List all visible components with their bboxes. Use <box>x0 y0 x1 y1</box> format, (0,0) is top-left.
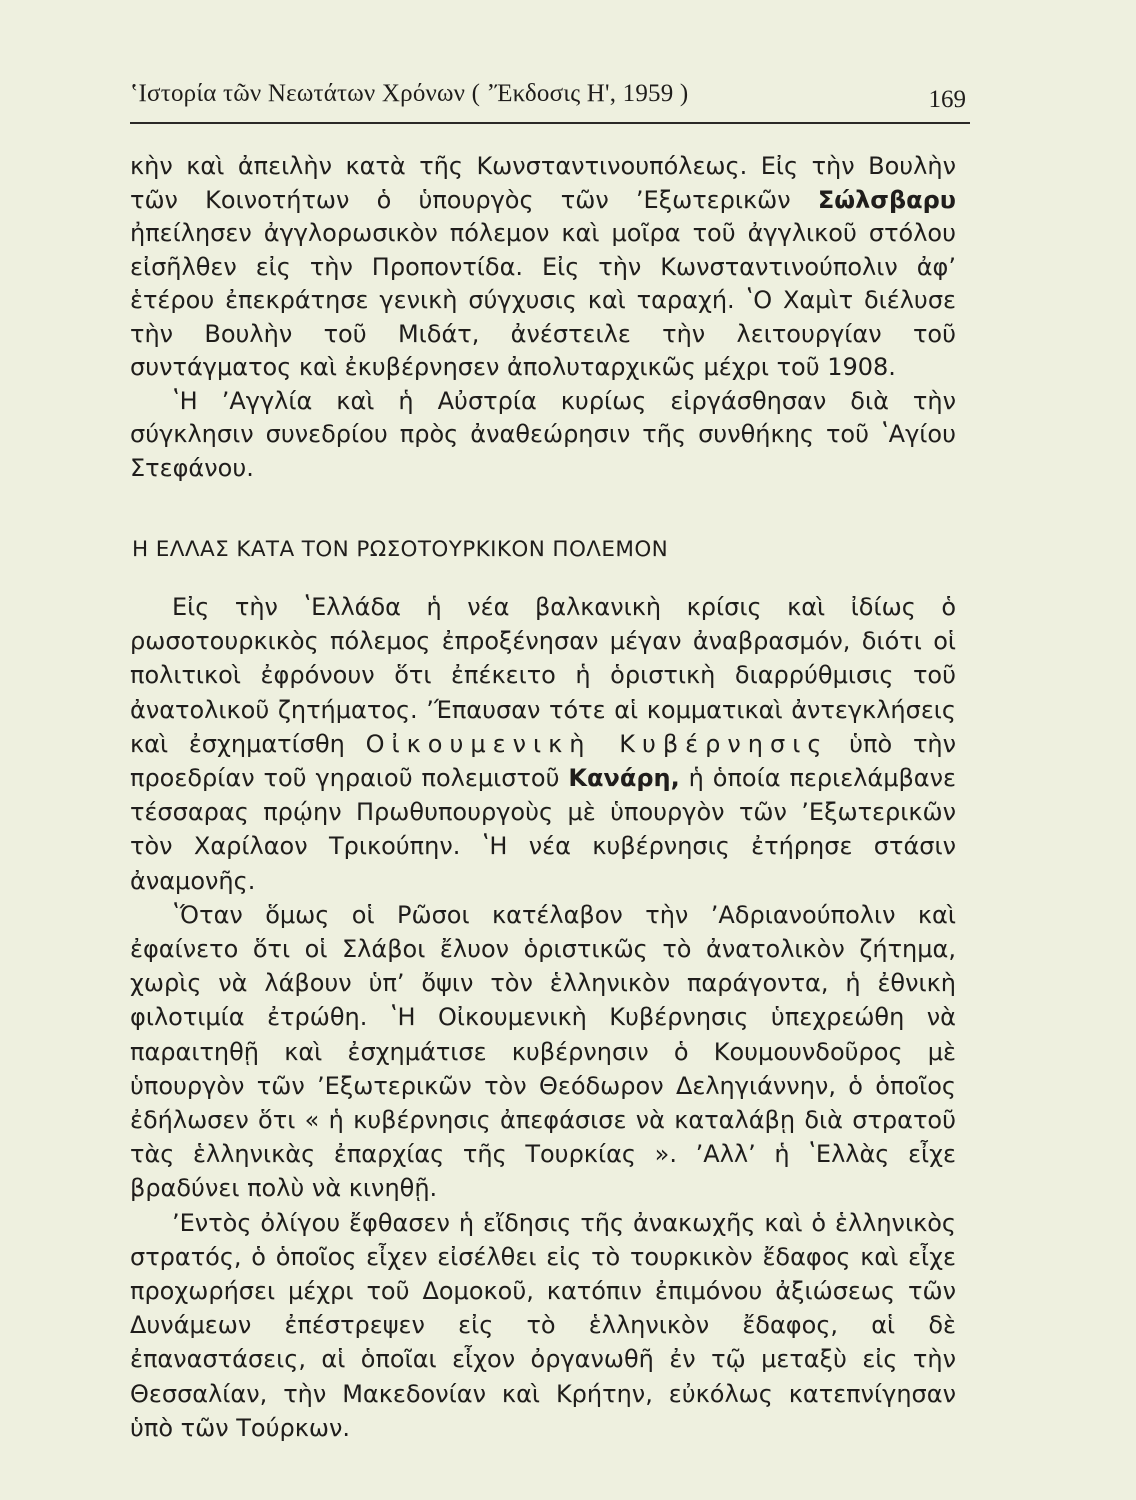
name-salisbury: Σώλσβαρυ <box>817 185 956 214</box>
body-text-section <box>130 590 956 1445</box>
paragraph-1-part-b: ἠπείλησεν ἀγγλορωσικὸν πόλεμον καὶ μοῖρα τοῦ ἀγγλικοῦ στόλου εἰσῆλθεν εἰς τὴν Προποντίδα. Εἰς τὴν Κωνσταντινούπολιν ἀφʼ ἑτέρου ἐπεκράτησε γενικὴ σύγχυσις καὶ ταραχή. ʽΟ Χαμὶτ διέλυσε τὴν Βουλὴν τοῦ Μιδάτ, ἀνέστειλε τὴν λειτουργίαν τοῦ συντάγματος καὶ ἐκυβέρνησεν ἀπολυταρχικῶς μέχρι τοῦ 1908. <box>130 219 956 381</box>
section-heading: Η ΕΛΛΑΣ ΚΑΤΑ ΤΟΝ ΡΩΣΟΤΟΥΡΚΙΚΟΝ ΠΟΛΕΜΟΝ <box>132 537 669 562</box>
paragraph-adrianople: ʽΌταν ὅμως οἱ Ρῶσοι κατέλαβον τὴν ʼΑδριανούπολιν καὶ ἐφαίνετο ὅτι οἱ Σλάβοι ἔλυον ὁριστικῶς τὸ ἀνατολικὸν ζήτημα, χωρὶς νὰ λάβουν ὑπʼ ὄψιν τὸν ἑλληνικὸν παράγοντα, ἡ ἐθνικὴ φιλοτιμία ἐτρώθη. ʽΗ Οἰκουμενικὴ Κυβέρνησις ὑπεχρεώθη νὰ παραιτηθῇ καὶ ἐσχημάτισε κυβέρνησιν ὁ Κουμουνδοῦρος μὲ ὑπουργὸν τῶν ʼΕξωτερικῶν τὸν Θεόδωρον Δεληγιάννην, ὁ ὁποῖος ἐδήλωσεν ὅτι « ἡ κυβέρνησις ἀπεφάσισε νὰ καταλάβῃ διὰ στρατοῦ τὰς ἑλληνικὰς ἐπαρχίας τῆς Τουρκίας ». ʼΑλλʼ ἡ ʽΕλλὰς εἶχε βραδύνει πολὺ νὰ κινηθῇ. <box>130 900 956 1203</box>
paragraph-1-part-a: κὴν καὶ ἀπειλὴν κατὰ τῆς Κωνσταντινουπόλεως. Εἰς τὴν Βουλὴν τῶν Κοινοτήτων ὁ ὑπουργὸς τῶν ʼΕξωτερικῶν <box>130 152 956 214</box>
paragraph-congress: ʽΗ ʼΑγγλία καὶ ἡ Αὐστρία κυρίως εἰργάσθησαν διὰ τὴν σύγκλησιν συνεδρίου πρὸς ἀναθεώρησιν τῆς συνθήκης τοῦ ʽΑγίου Στεφάνου. <box>130 386 956 482</box>
paragraph-armistice: ʼΕντὸς ὀλίγου ἔφθασεν ἡ εἴδησις τῆς ἀνακωχῆς καὶ ὁ ἑλληνικὸς στρατός, ὁ ὁποῖος εἶχεν εἰσέλθει εἰς τὸ τουρκικὸν ἔδαφος καὶ εἶχε προχωρήσει μέχρι τοῦ Δομοκοῦ, κατόπιν ἐπιμόνου ἀξιώσεως τῶν Δυνάμεων ἐπέστρεψεν εἰς τὸ ἑλληνικὸν ἔδαφος, αἱ δὲ ἐπαναστάσεις, αἱ ὁποῖαι εἶχον ὀργανωθῆ ἐν τῷ μεταξὺ εἰς τὴν Θεσσαλίαν, τὴν Μακεδονίαν καὶ Κρήτην, εὐκόλως κατεπνίγησαν ὑπὸ τῶν Τούρκων. <box>130 1208 956 1442</box>
paragraph-3-part-b: ὑπὸ τὴν προεδρίαν τοῦ γηραιοῦ πολεμιστοῦ <box>130 729 957 793</box>
header-rule <box>130 122 970 124</box>
page-number: 169 <box>928 86 966 113</box>
running-head <box>130 80 966 120</box>
body-text-top <box>130 150 956 485</box>
name-kanaris: Κανάρη, <box>568 764 680 793</box>
paragraph-3-part-a: Εἰς τὴν ʽΕλλάδα ἡ νέα βαλκανικὴ κρίσις καὶ ἰδίως ὁ ρωσοτουρκικὸς πόλεμος ἐπροξένησαν μέγαν ἀναβρασμόν, διότι οἱ πολιτικοὶ ἐφρόνουν ὅτι ἐπέκειτο ἡ ὁριστικὴ διαρρύθμισις τοῦ ἀνατολικοῦ ζητήματος. ʼΈπαυσαν τότε αἱ κομματικαὶ ἀντεγκλήσεις καὶ ἐσχηματίσθη <box>130 593 956 758</box>
paragraph-continuation <box>130 150 956 385</box>
running-title: ʽΙστορία τῶν Νεωτάτων Χρόνων ( ʼΈκδοσις Η', 1959 ) <box>130 80 689 107</box>
paragraph-3-part-c: ἡ ὁποία περιελάμβανε τέσσαρας πρῴην Πρωθυπουργοὺς μὲ ὑπουργὸν τῶν ʼΕξωτερικῶν τὸν Χαρίλαον Τρικούπην. ʽΗ νέα κυβέρνησις ἐτήρησε στάσιν ἀναμονῆς. <box>130 764 957 895</box>
ecumenical-government-spaced: Οἰκουμενικὴ Κυβέρνησις <box>365 729 829 758</box>
paragraph-greece-crisis <box>130 590 956 898</box>
